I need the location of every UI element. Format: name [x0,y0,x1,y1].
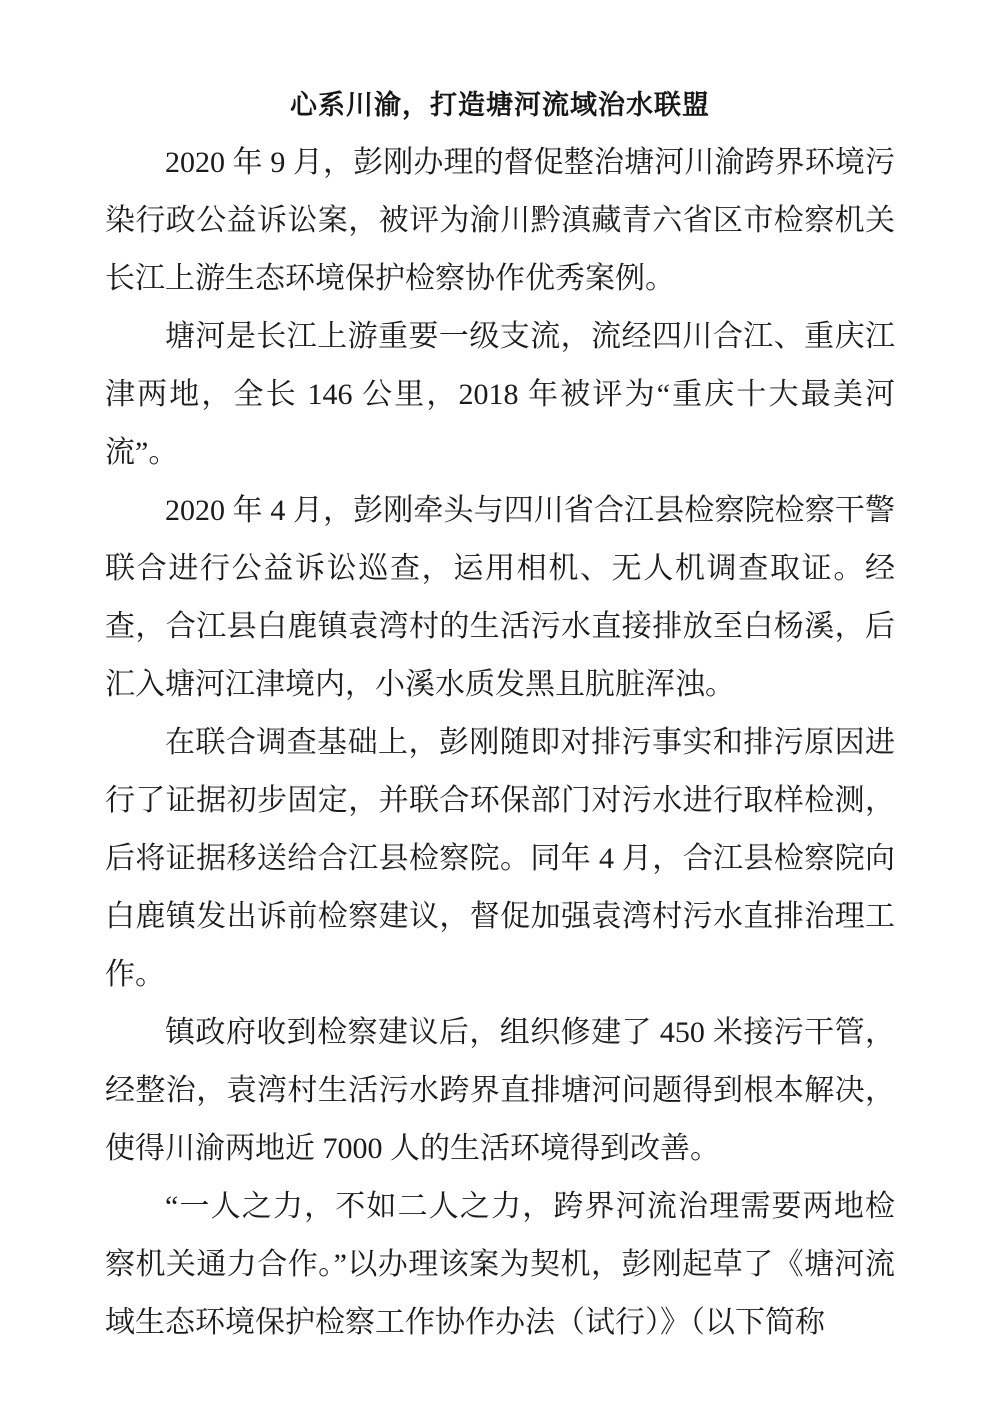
paragraph-river-intro: 塘河是长江上游重要一级支流，流经四川合江、重庆江津两地，全长 146 公里，2018 年被评为“重庆十大最美河流”。 [105,320,895,469]
paragraph-joint-inspection: 2020 年 4 月，彭刚牵头与四川省合江县检察院检察干警联合进行公益诉讼巡查，运用相机、无人机调查取证。经查，合江县白鹿镇袁湾村的生活污水直接排放至白杨溪，后汇入塘河江津境内，小溪水质发黑且肮脏浑浊。 [105,494,895,701]
paragraph-evidence-suggestion: 在联合调查基础上，彭刚随即对排污事实和排污原因进行了证据初步固定，并联合环保部门对污水进行取样检测，后将证据移送给合江县检察院。同年 4 月，合江县检察院向白鹿镇发出诉前检察建议，督促加强袁湾村污水直排治理工作。 [105,726,895,991]
paragraph-rectification-result: 镇政府收到检察建议后，组织修建了 450 米接污干管，经整治，袁湾村生活污水跨界直排塘河问题得到根本解决，使得川渝两地近 7000 人的生活环境得到改善。 [105,1016,895,1165]
paragraph-cooperation-measure: “一人之力，不如二人之力，跨界河流治理需要两地检察机关通力合作。”以办理该案为契机，彭刚起草了《塘河流域生态环境保护检察工作协作办法（试行）》（以下简称 [105,1190,895,1339]
document-title: 心系川渝，打造塘河流域治水联盟 [290,90,710,120]
paragraph-case-award: 2020 年 9 月，彭刚办理的督促整治塘河川渝跨界环境污染行政公益诉讼案，被评为渝川黔滇藏青六省区市检察机关长江上游生态环境保护检察协作优秀案例。 [105,146,895,295]
